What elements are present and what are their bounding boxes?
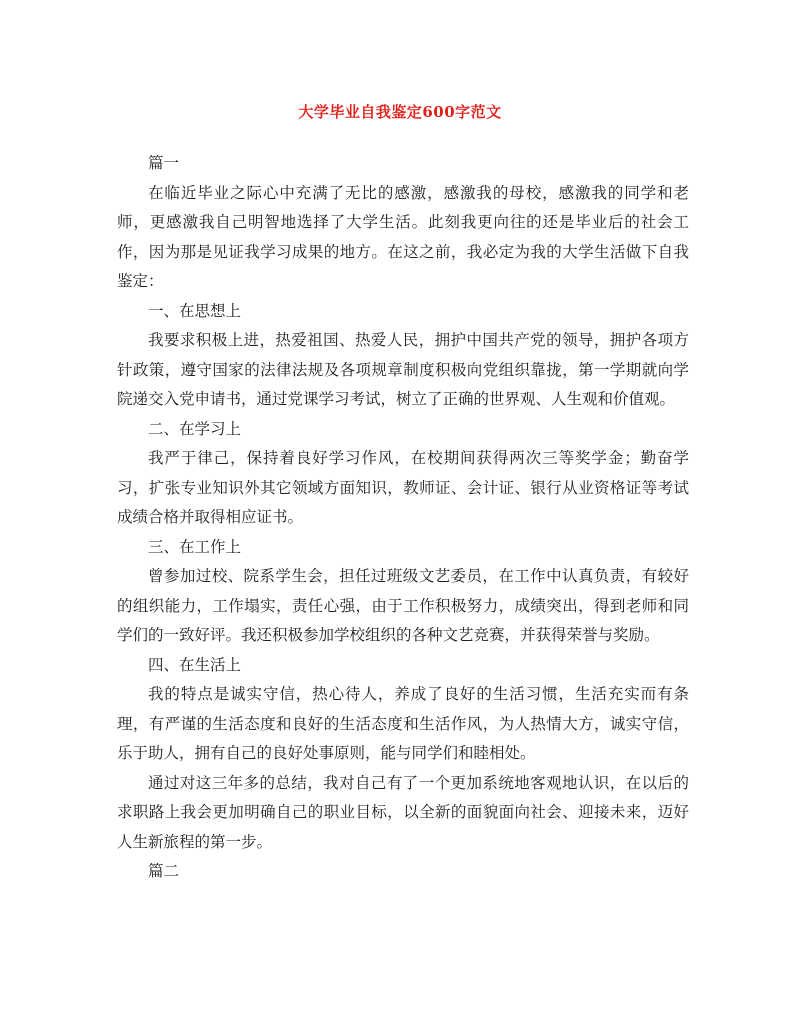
heading-thought: 一、在思想上 [148,301,242,320]
paragraph-summary: 通过对这三年多的总结，我对自己有了一个更加系统地客观地认识，在以后的求职路上我会更加明确自己的职业目标，以全新的面貌面向社会、迎接未来，迈好人生新旅程的第一步。 [117,773,689,851]
heading-study: 二、在学习上 [148,419,242,438]
heading-work: 三、在工作上 [148,537,242,556]
paragraph-study: 我严于律己，保持着良好学习作风，在校期间获得两次三等奖学金；勤奋学习，扩张专业知识外其它领域方面知识，教师证、会计证、银行从业资格证等考试成绩合格并取得相应证书。 [117,449,689,526]
paragraph-life: 我的特点是诚实守信，热心待人，养成了良好的生活习惯，生活充实而有条理，有严谨的生活态度和良好的生活态度和生活作风，为人热情大方，诚实守信，乐于助人，拥有自己的良好处事原则，能与同学们和睦相处。 [117,685,689,762]
document-title: 大学毕业自我鉴定600字范文 [298,103,502,121]
document-body [117,149,689,887]
section-label-2: 篇二 [148,862,180,880]
intro-paragraph: 在临近毕业之际心中充满了无比的感激，感激我的母校，感激我的同学和老师，更感激我自己明智地选择了大学生活。此刻我更向往的还是毕业后的社会工作，因为那是见证我学习成果的地方。在这之前，我必定为我的大学生活做下自我鉴定： [117,183,689,290]
heading-life: 四、在生活上 [148,655,242,674]
section-label-1: 篇一 [148,154,180,172]
paragraph-thought: 我要求积极上进，热爱祖国、热爱人民，拥护中国共产党的领导，拥护各项方针政策，遵守国家的法律法规及各项规章制度积极向党组织靠拢，第一学期就向学院递交入党申请书，通过党课学习考试，树立了正确的世界观、人生观和价值观。 [117,331,689,408]
paragraph-work: 曾参加过校、院系学生会，担任过班级文艺委员，在工作中认真负责，有较好的组织能力，工作塌实，责任心强，由于工作积极努力，成绩突出，得到老师和同学们的一致好评。我还积极参加学校组织的各种文艺竞赛，并获得荣誉与奖励。 [117,567,689,644]
